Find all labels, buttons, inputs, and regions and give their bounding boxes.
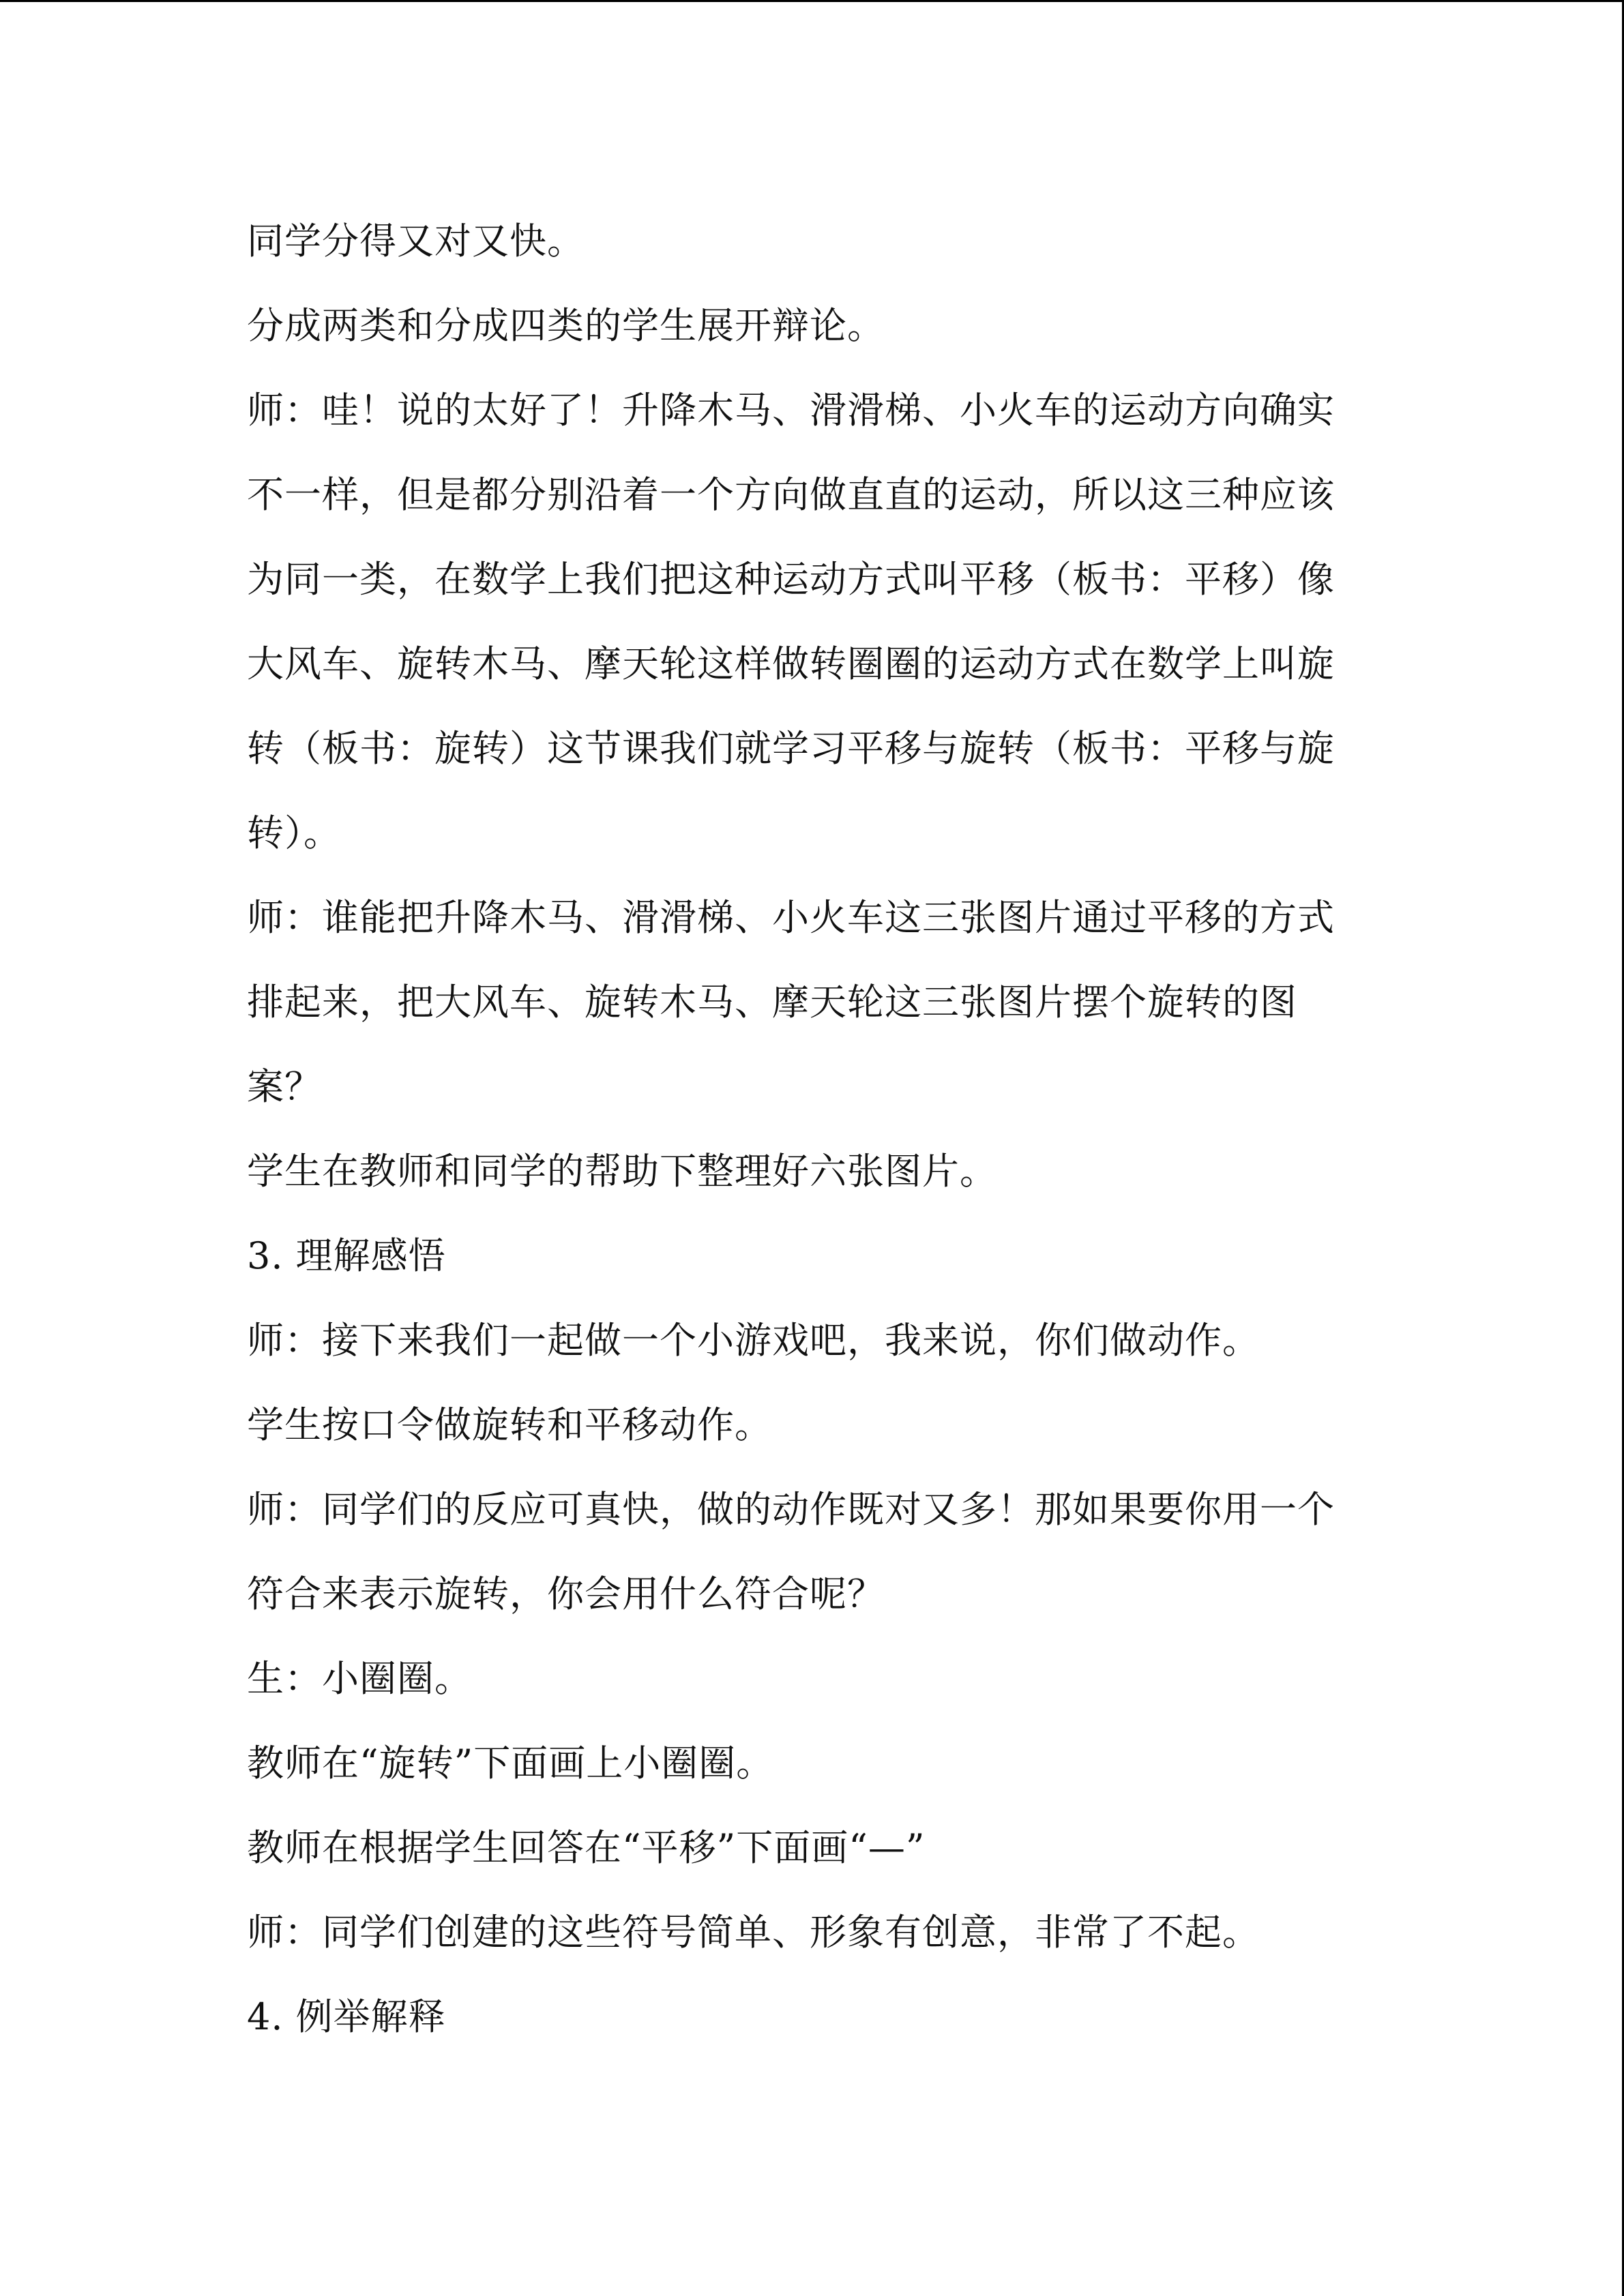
text-line: 学生按口令做旋转和平移动作。 [247, 1403, 772, 1446]
text-line: 同学分得又对又快。 [247, 220, 585, 263]
text-line: 排起来，把大风车、旋转木马、摩天轮这三张图片摆个旋转的图 [247, 981, 1297, 1024]
text-line: 案？ [247, 1065, 322, 1108]
text-line: 为同一类，在数学上我们把这种运动方式叫平移（板书：平移）像 [247, 558, 1335, 601]
page-top-border [0, 0, 1624, 2]
text-line: 教师在“旋转”下面画上小圈圈。 [247, 1742, 774, 1785]
text-line: 师：接下来我们一起做一个小游戏吧，我来说，你们做动作。 [247, 1319, 1260, 1362]
section-heading: 4. 例举解释 [247, 1995, 446, 2038]
text-line: 生：小圈圈。 [247, 1657, 472, 1700]
text-line: 不一样，但是都分别沿着一个方向做直直的运动，所以这三种应该 [247, 473, 1335, 516]
text-line: 分成两类和分成四类的学生展开辩论。 [247, 304, 885, 347]
document-body [247, 199, 1365, 2059]
text-line: 转）。 [247, 811, 341, 854]
section-heading: 3. 理解感悟 [247, 1234, 446, 1277]
text-line: 转（板书：旋转）这节课我们就学习平移与旋转（板书：平移与旋 [247, 727, 1335, 770]
text-line: 师：哇！说的太好了！升降木马、滑滑梯、小火车的运动方向确实 [247, 389, 1335, 432]
text-line: 大风车、旋转木马、摩天轮这样做转圈圈的运动方式在数学上叫旋 [247, 642, 1335, 685]
text-line: 师：同学们创建的这些符号简单、形象有创意，非常了不起。 [247, 1911, 1260, 1954]
text-line: 师：同学们的反应可真快，做的动作既对又多！那如果要你用一个 [247, 1488, 1335, 1531]
text-line: 符合来表示旋转，你会用什么符合呢？ [247, 1572, 885, 1615]
text-line: 学生在教师和同学的帮助下整理好六张图片。 [247, 1150, 997, 1193]
text-line: 师：谁能把升降木马、滑滑梯、小火车这三张图片通过平移的方式 [247, 896, 1335, 939]
text-line: 教师在根据学生回答在“平移”下面画“—” [247, 1826, 926, 1869]
